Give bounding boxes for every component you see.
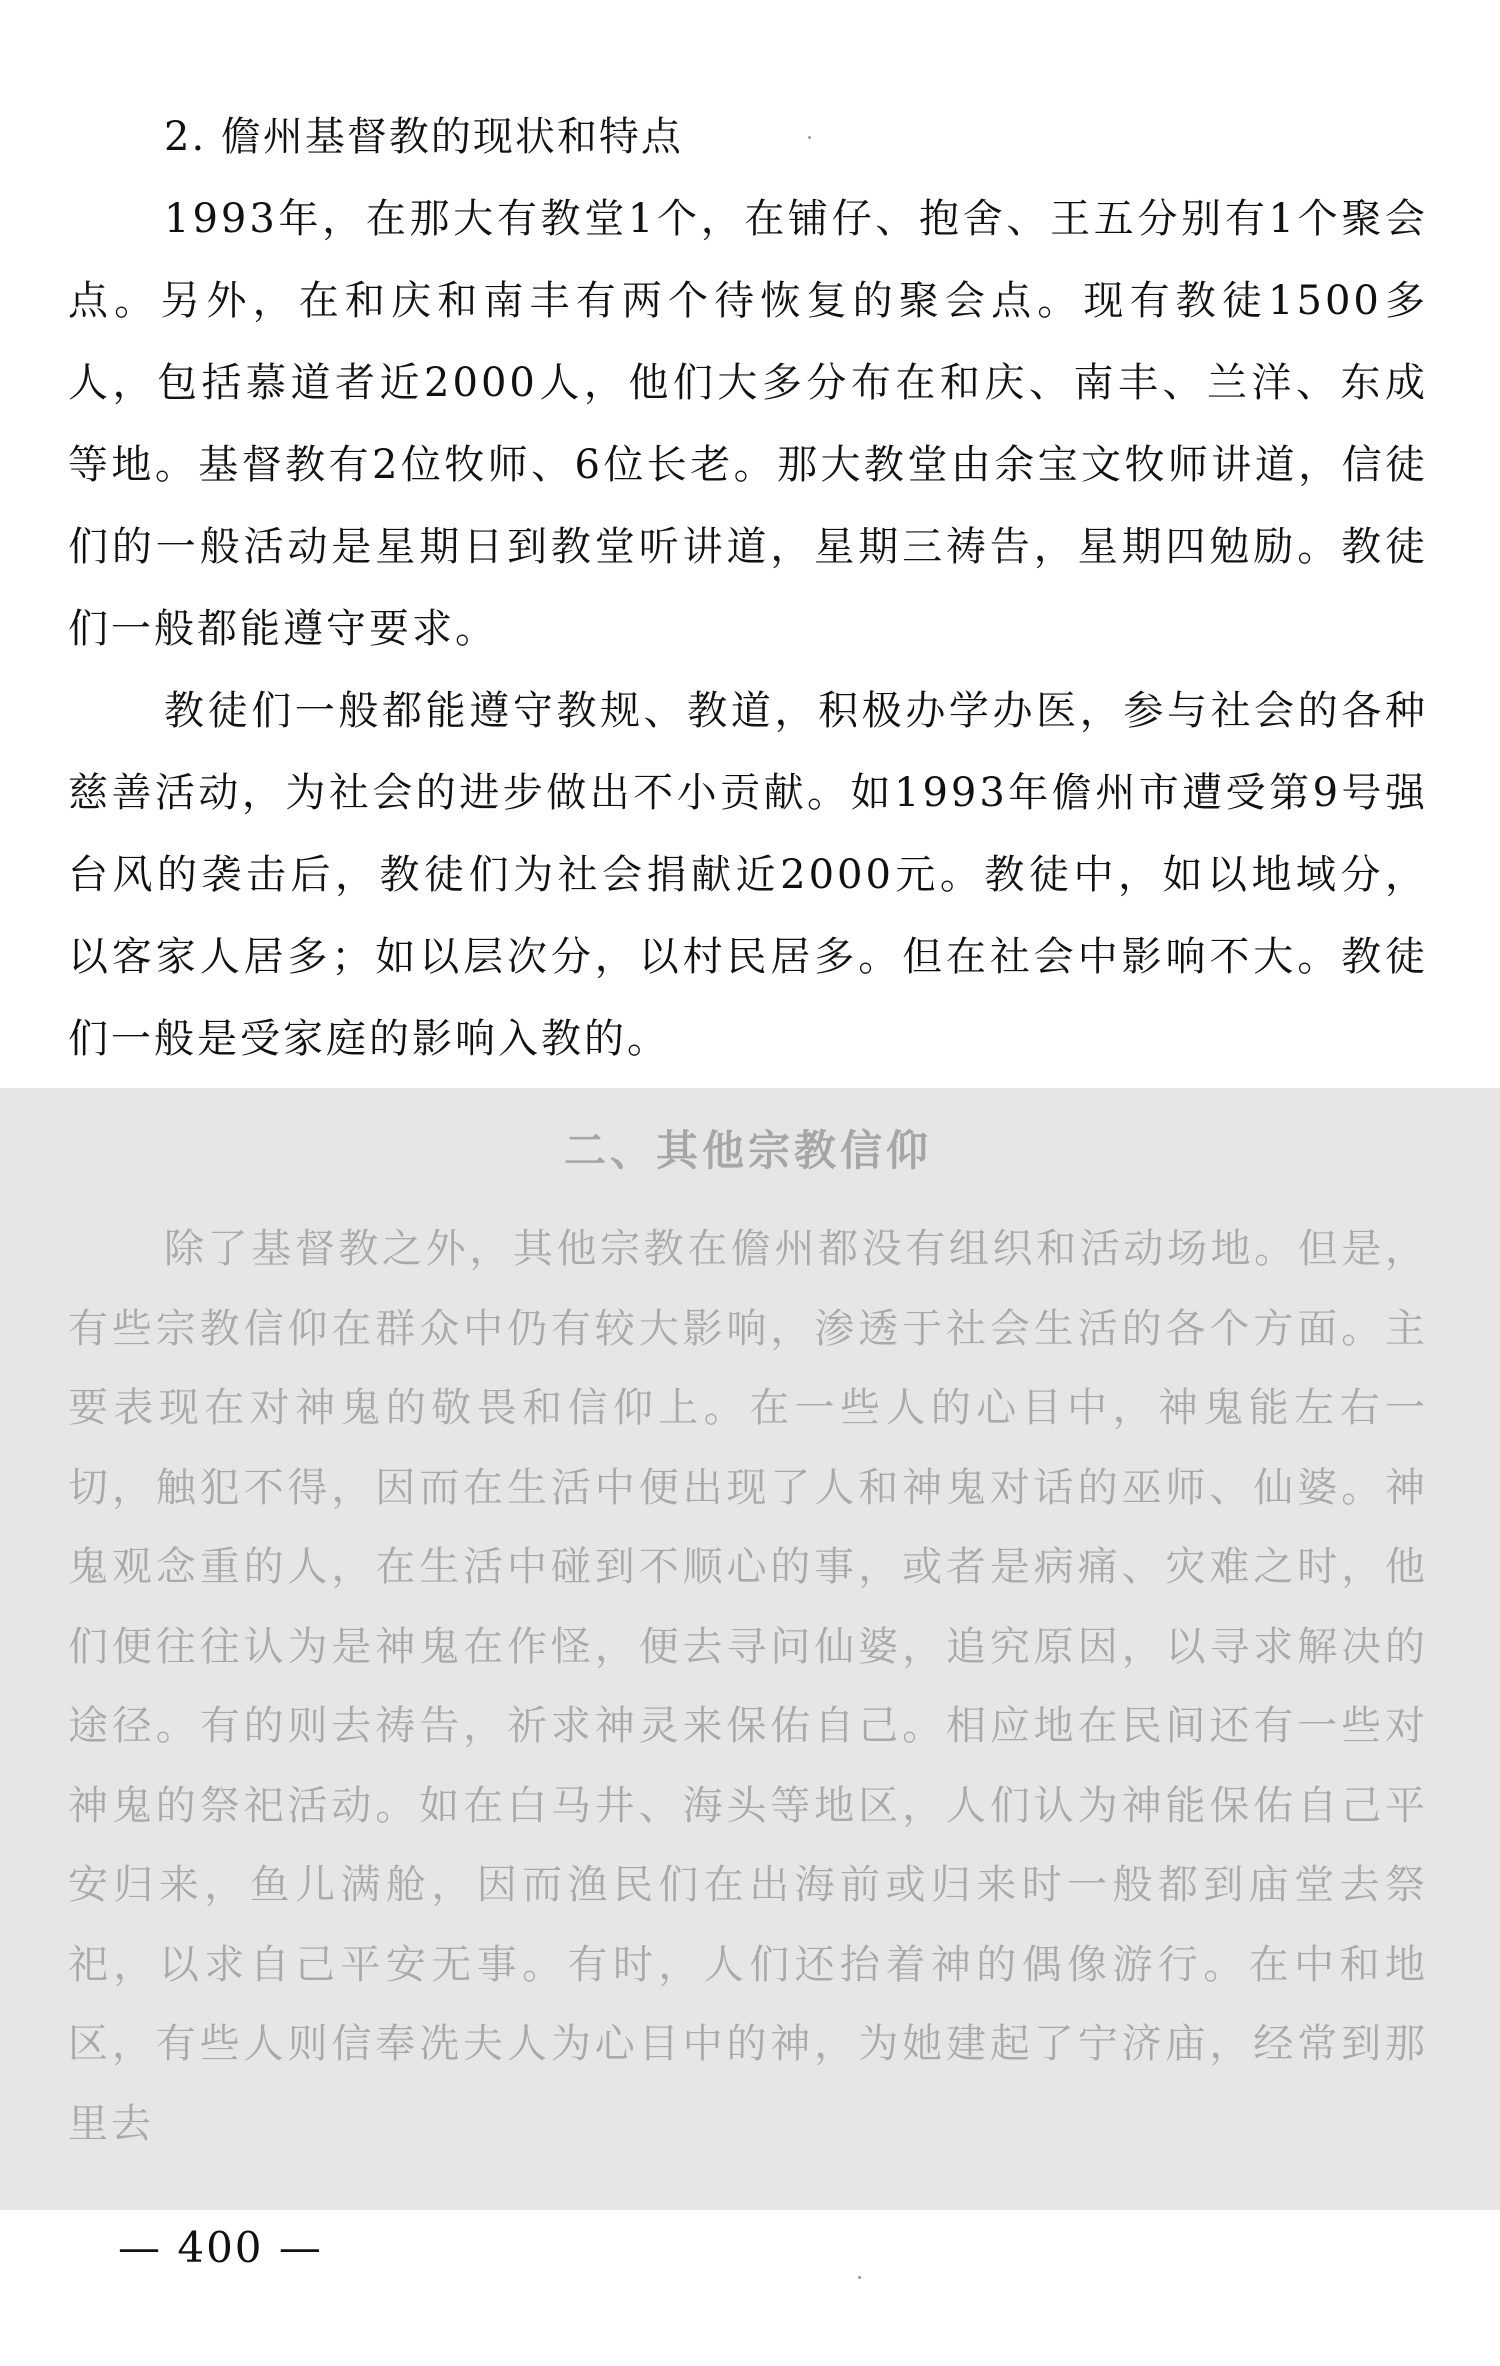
- page-number: — 400 —: [118, 2223, 323, 2272]
- christianity-section: [68, 96, 1428, 1080]
- speck-mark: [858, 2276, 861, 2279]
- speck-mark: [808, 136, 811, 139]
- subsection-heading: 2. 儋州基督教的现状和特点: [164, 114, 683, 160]
- section-title: 二、其他宗教信仰: [563, 1126, 932, 1175]
- body-paragraph-3: 除了基督教之外，其他宗教在儋州都没有组织和活动场地。但是，有些宗教信仰在群众中仍有较大影响，渗透于社会生活的各个方面。主要表现在对神鬼的敬畏和信仰上。在一些人的心目中，神鬼能左右一切，触犯不得，因而在生活中便出现了人和神鬼对话的巫师、仙婆。神鬼观念重的人，在生活中碰到不顺心的事，或者是病痛、灾难之时，他们便往往认为是神鬼在作怪，便去寻问仙婆，追究原因，以寻求解决的途径。有的则去祷告，祈求神灵来保佑自己。相应地在民间还有一些对神鬼的祭祀活动。如在白马井、海头等地区，人们认为神能保佑自己平安归来，鱼儿满舱，因而渔民们在出海前或归来时一般都到庙堂去祭祀，以求自己平安无事。有时，人们还抬着神的偶像游行。在中和地区，有些人则信奉冼夫人为心目中的神，为她建起了宁济庙，经常到那里去: [68, 1226, 1428, 2147]
- body-paragraph-2: 教徒们一般都能遵守教规、教道，积极办学办医，参与社会的各种慈善活动，为社会的进步做出不小贡献。如1993年儋州市遭受第9号强台风的袭击后，教徒们为社会捐献近2000元。教徒中，如以地域分，以客家人居多；如以层次分，以村民居多。但在社会中影响不大。教徒们一般是受家庭的影响入教的。: [68, 688, 1428, 1062]
- body-paragraph-1: 1993年，在那大有教堂1个，在铺仔、抱舍、王五分别有1个聚会点。另外，在和庆和南丰有两个待恢复的聚会点。现有教徒1500多人，包括慕道者近2000人，他们大多分布在和庆、南丰、兰洋、东成等地。基督教有2位牧师、6位长老。那大教堂由余宝文牧师讲道，信徒们的一般活动是星期日到教堂听讲道，星期三祷告，星期四勉励。教徒们一般都能遵守要求。: [68, 196, 1428, 652]
- other-religions-section: [68, 1110, 1428, 2164]
